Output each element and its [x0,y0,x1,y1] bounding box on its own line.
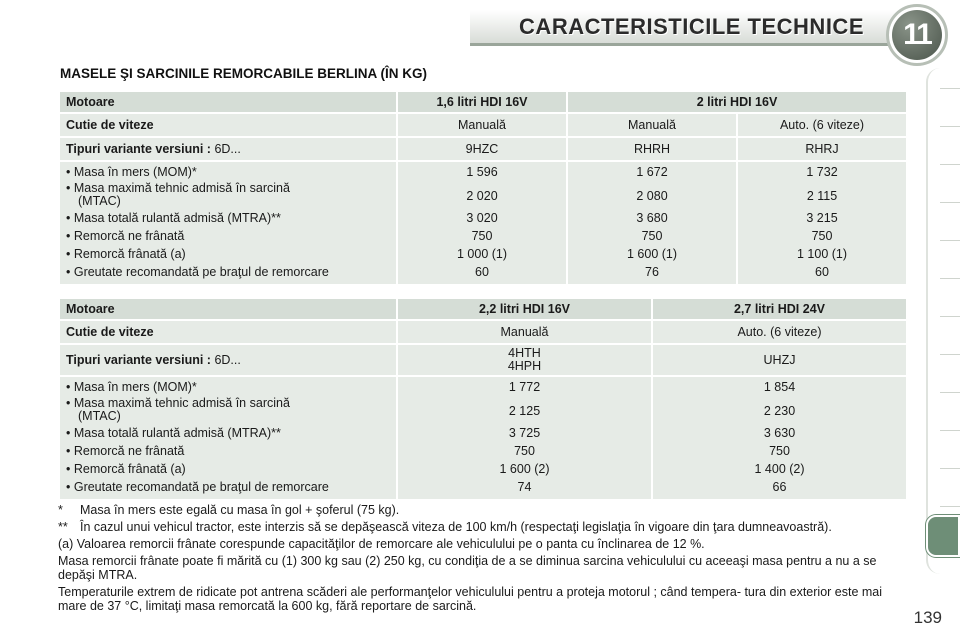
mass-values-col-2 [653,377,906,499]
side-tab-divider [940,392,960,393]
side-tab-active[interactable] [926,515,960,557]
mass-label: • Masa totală rulantă admisă (MTRA)** [66,426,281,440]
gearbox-row [60,114,906,136]
variants-prefix: 6D... [214,353,241,367]
side-tab-divider [940,88,960,89]
mass-value: 3 680 [636,211,668,225]
note-braked-trailer: (a) Valoarea remorcii frânate corespunde capacităţilor de remorcare ale vehiculului pe o panta cu înclinarea de 12 %. [58,537,705,551]
side-tab-divider [940,164,960,165]
chapter-badge [886,4,948,66]
mass-label [66,397,390,425]
mass-value: 1 600 (1) [626,247,678,261]
mass-labels [60,162,396,284]
gearbox-label: Cutie de viteze [60,321,396,343]
mass-value: 76 [645,265,659,279]
engine-row [60,92,906,112]
mass-value: 1 000 (1) [456,247,508,261]
mass-values-col-1 [398,162,566,284]
mass-rows [60,162,906,284]
side-tab-divider [940,354,960,355]
engine-row [60,299,906,319]
side-tab-divider [940,468,960,469]
footnote-star [58,503,904,517]
mass-label-line: • Masa maximă tehnic admisă în sarcină [66,396,290,410]
gearbox-label: Cutie de viteze [60,114,396,136]
mass-label-line: (MTAC) [78,194,121,208]
variants-label-cell [60,138,396,160]
variant-cell [398,345,651,375]
mass-value: 74 [517,480,532,494]
mass-value: 2 080 [636,189,668,203]
side-tab-divider [940,316,960,317]
gearbox-cell: Auto. (6 viteze) [738,114,906,136]
mass-label-line: • Masa maximă tehnic admisă în sarcină [66,181,290,195]
mass-value: 2 230 [763,404,796,418]
mass-value: 1 772 [508,380,541,394]
variants-label: Tipuri variante versiuni : [66,353,211,367]
engine-cell: 2,2 litri HDI 16V [398,299,651,319]
variants-label-cell [60,345,396,375]
mass-value: 750 [769,444,790,458]
mass-value: 1 672 [636,165,668,179]
mass-value: 1 732 [806,165,838,179]
variant-cell: RHRH [568,138,736,160]
side-tab-divider [940,126,960,127]
mass-label [66,182,390,210]
variants-row [60,345,906,375]
mass-label: • Remorcă ne frânată [66,229,185,243]
side-index-tabs [926,68,960,574]
mass-value: 3 725 [508,426,541,440]
chapter-number: 11 [892,10,942,60]
mass-value: 3 020 [466,211,498,225]
mass-value: 1 854 [763,380,796,394]
mass-value: 750 [641,229,663,243]
footnote-text: Masa în mers este egală cu masa în gol + şoferul (75 kg). [80,503,400,517]
mass-value: 66 [772,480,787,494]
gearbox-cell: Manuală [398,114,566,136]
variant-line: 4HPH [507,359,542,373]
mass-label: • Remorcă frânată (a) [66,247,186,261]
mass-label-line: (MTAC) [78,409,121,423]
section-title: MASELE ŞI SARCINILE REMORCABILE BERLINA (ÎN KG) [60,66,428,81]
mass-value: 2 125 [508,404,541,418]
variant-line: 4HTH [508,346,541,360]
side-tab-divider [940,202,960,203]
side-tab-divider [940,240,960,241]
footnote-text: În cazul unui vehicul tractor, este interzis să se depăşească viteza de 100 km/h (respectaţi legislaţia în vigoare din ţara dumneavoastră). [80,520,832,534]
mass-values-col-3 [738,162,906,284]
mass-value: 750 [811,229,833,243]
mass-label: • Masa totală rulantă admisă (MTRA)** [66,211,281,225]
side-tab-divider [940,278,960,279]
footnote-marker: * [58,503,63,517]
note-mass-increase: Masa remorcii frânate poate fi mărită cu (1) 300 kg sau (2) 250 kg, cu condiţia de a se diminua sarcina vehiculului cu aceeaşi masa pentru a nu a se depăşi MTRA. [58,554,877,582]
side-tab-divider [940,506,960,507]
engine-label: Motoare [60,92,396,112]
engine-cell: 1,6 litri HDI 16V [398,92,566,112]
mass-label: • Greutate recomandată pe braţul de remorcare [66,265,329,279]
note-temperature: Temperaturile extrem de ridicate pot antrena scăderi ale performanţelor vehiculului pentru a proteja motorul ; când tempera- tura din exterior este mai mare de 37 °C, limitaţi masa remorcată la 600 kg, fără reportare de sarcină. [58,585,883,613]
gearbox-cell: Manuală [568,114,736,136]
gearbox-row [60,321,906,343]
footnote-double-star [58,520,904,534]
spec-table-2 [58,297,908,501]
mass-value: 3 215 [806,211,838,225]
mass-value: 1 600 (2) [499,462,550,476]
engine-label: Motoare [60,299,396,319]
engine-cell: 2 litri HDI 16V [568,92,906,112]
gearbox-cell: Manuală [398,321,651,343]
mass-value: 1 596 [466,165,498,179]
mass-values-col-2 [568,162,736,284]
footnote-marker: ** [58,520,68,534]
variant-cell: 9HZC [398,138,566,160]
mass-value: 2 115 [806,189,838,203]
mass-value: 2 020 [466,189,498,203]
mass-label: • Masa în mers (MOM)* [66,380,197,394]
engine-cell: 2,7 litri HDI 24V [653,299,906,319]
mass-labels [60,377,396,499]
gearbox-cell: Auto. (6 viteze) [653,321,906,343]
footnotes [58,503,904,616]
mass-values-col-1 [398,377,651,499]
page-number: 139 [913,608,942,627]
mass-label: • Remorcă ne frânată [66,444,185,458]
mass-value: 750 [471,229,493,243]
mass-value: 1 400 (2) [754,462,805,476]
chapter-title: CARACTERISTICILE TECHNICE [519,14,864,39]
mass-rows [60,377,906,499]
spec-table-1 [58,90,908,286]
variant-cell: RHRJ [738,138,906,160]
variants-prefix: 6D... [214,142,241,156]
mass-value: 1 100 (1) [796,247,848,261]
mass-label: • Masa în mers (MOM)* [66,165,197,179]
mass-value: 60 [815,265,829,279]
side-tab-divider [940,430,960,431]
variants-row [60,138,906,160]
page-header [0,0,960,52]
mass-value: 60 [475,265,489,279]
variant-cell: UHZJ [653,345,906,375]
mass-label: • Remorcă frânată (a) [66,462,186,476]
mass-label: • Greutate recomandată pe braţul de remorcare [66,480,329,494]
variants-label: Tipuri variante versiuni : [66,142,211,156]
mass-value: 3 630 [763,426,796,440]
mass-value: 750 [514,444,535,458]
